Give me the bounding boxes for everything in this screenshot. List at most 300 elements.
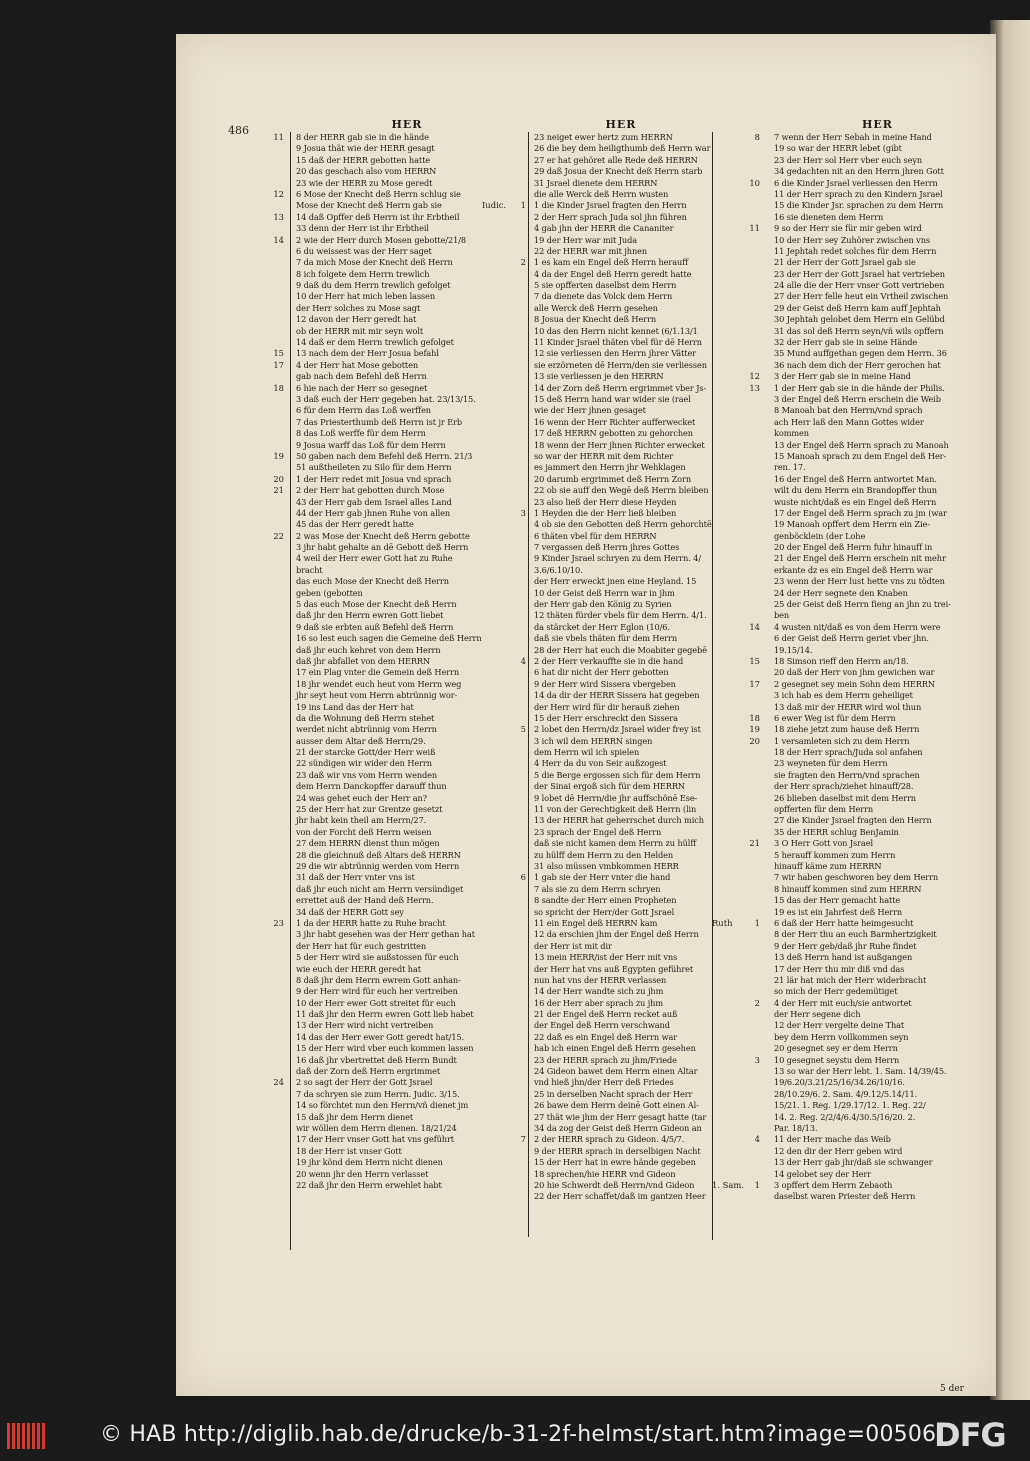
entry-text: 21 lär hat mich der Herr widerbracht [774,974,927,985]
index-entry [273,1077,522,1088]
entry-text: 11 ein Engel deß HERRN kam [534,917,658,928]
entry-text: 12 da erschien jhm der Engel deß Herrn [534,929,699,940]
entry-text: 27 thät wie jhm der Herr gesagt hatte (tar [534,1111,707,1122]
entry-text: sie fragten den Herrn/vnd sprachen [774,769,920,780]
entry-text: 8 hinauff kommen sind zum HERRN [774,883,922,894]
index-entry [770,291,985,302]
entry-text: 6 hie nach der Herr so gesegnet [296,382,428,393]
index-entry [530,758,712,769]
index-entry [530,451,712,462]
entry-text: 9 der HERR sprach in derselbigen Nacht [534,1145,701,1156]
index-entry [770,1191,985,1202]
index-entry [273,211,522,223]
index-entry [292,770,522,781]
index-entry [530,679,712,690]
entry-text: 22 der Herr schaffet/daß im gantzen Heer [534,1191,706,1202]
index-entry [292,998,522,1009]
index-entry [770,531,985,542]
index-entry [770,1169,985,1180]
index-entry [770,690,985,701]
entry-text: 24 Gideon bawet dem Herrn einen Altar [534,1066,698,1077]
entry-text: 1 gab sie der Herr vnter die hand [534,872,671,883]
index-entry [530,1146,712,1157]
entry-text: 25 der Herr hat zur Grentze gesetzt [296,804,443,815]
index-entry [530,291,712,302]
index-column-1 [273,118,522,1191]
entry-text: 15 die Kinder Jsr. sprachen zu dem Herrn [774,200,944,211]
index-entry [292,884,522,895]
entry-text: 50 gaben nach dem Befehl deß Herrn. 21/3 [296,450,473,461]
index-entry [530,633,712,644]
index-entry [292,440,522,451]
index-entry [770,553,985,564]
index-entry [292,633,522,644]
index-entry [530,212,712,223]
chapter-number: 14 [749,621,760,632]
index-entry [530,827,712,838]
index-entry [292,1020,522,1031]
entry-text: 34 da zog der Geist deß Herrn Gideon an [534,1122,702,1133]
index-entry [530,394,712,405]
entry-text: 8 sandte der Herr einen Propheten [534,895,677,906]
index-entry [273,473,522,485]
entry-text: geben (gebotten [296,587,363,598]
entry-text: 15 Manoah sprach zu dem Engel deß Her- [774,450,947,461]
index-entry [749,655,985,667]
index-entry [530,155,712,166]
index-entry [292,565,522,576]
index-entry [292,417,522,428]
book-label: Iudic. [482,200,507,211]
index-entry [770,405,985,416]
index-entry [530,804,712,815]
entry-text: 18 der Herr sprach/Juda sol anfahen [774,747,923,758]
index-entry [749,371,985,382]
copyright-url[interactable]: © HAB http://diglib.hab.de/drucke/b-31-2f-helmst/start.htm?image=00506 [100,1422,937,1447]
index-entry [292,610,522,621]
entry-text: 10 der Herr sey Zuhörer zwischen vns [774,234,930,245]
column-rule [528,132,529,1237]
index-entry [530,929,712,940]
entry-text: der Sinai ergoß sich für dem HERRN [534,781,685,792]
entry-text: 3 opffert dem Herrn Zebaoth [774,1179,893,1190]
entry-text: 6 die Kinder Jsrael verliessen den Herrn [774,177,938,188]
index-entry [292,200,522,211]
dfg-logo: DFG [934,1416,1006,1454]
chapter-number: 18 [749,712,760,723]
entry-text: 4 ob sie den Gebotten deß Herrn gehorchtē [534,519,712,530]
entry-text: 7 da dienete das Volck dem Herrn [534,291,673,302]
entry-text: 16 der Herr aber sprach zu jhm [534,997,663,1008]
index-entry [292,326,522,337]
entry-text: 29 der Geist deß Herrn kam auff Jephtah [774,302,941,313]
index-entry [530,474,712,485]
index-entry [273,348,522,359]
entry-text: 23 sprach der Engel deß Herrn [534,826,662,837]
chapter-number: 15 [749,655,760,666]
chapter-number: 7 [520,1134,526,1145]
chapter-number: 15 [273,348,284,359]
entry-text: 9 so der Herr sie für mir geben wird [774,223,922,234]
entry-text: 2 so sagt der Herr der Gott Jsrael [296,1077,433,1088]
entry-text: sie erzörneten dē Herrn/den sie verliessen [534,359,707,370]
entry-text: das euch Mose der Knecht deß Herrn [296,576,449,587]
index-entry [530,815,712,826]
index-entry [770,1020,985,1031]
entry-text: wuste nicht/daß es ein Engel deß Herrn [774,496,937,507]
index-entry [749,712,985,724]
entry-text: 3 ich wil dem HERRN singen [534,735,653,746]
index-entry [292,861,522,872]
index-entry [530,1180,712,1191]
index-entry [530,986,712,997]
entry-text: 27 dem HERRN dienst thun mögen [296,838,440,849]
entry-text: 8 Josua der Knecht deß Herrn [534,314,657,325]
chapter-number: 14 [273,234,284,245]
entry-text: 2 lobet den Herrn/dz Jsrael wider frey ist [534,724,701,735]
index-entry [292,405,522,416]
index-entry [754,1054,985,1066]
chapter-number: 23 [273,917,284,928]
index-entry [530,405,712,416]
entry-text: 13 der Herr gab jhr/daß sie schwanger [774,1157,933,1168]
entry-text: 3 daß euch der Herr gegeben hat. 23/13/15. [296,393,476,404]
column-head: HER [862,118,893,131]
entry-text: 8 Manoah bat den Herrn/vnd sprach [774,405,923,416]
chapter-number: 22 [273,530,284,541]
entry-text: 22 daß jhr den Herrn erwehlet habt [296,1179,442,1190]
entry-text: 19 jhr könd dem Herrn nicht dienen [296,1157,443,1168]
index-entry [292,895,522,906]
chapter-number: 3 [754,1054,760,1065]
chapter-number: 4 [520,655,526,666]
entry-text: 14 der Herr wandte sich zu jhm [534,986,664,997]
entry-text: 19.15/14. [774,644,813,655]
entry-text: 16 der Engel deß Herrn antwortet Man. [774,473,937,484]
entry-text: 19 Manoah opffert dem Herrn ein Zie- [774,519,930,530]
index-entry [292,986,522,997]
index-entry [770,417,985,428]
entry-text: bracht [296,564,323,575]
index-entry [770,850,985,861]
index-entry [770,599,985,610]
entry-text: 20 das geschach also vom HERRN [296,166,437,177]
entry-text: der Herr hat vns auß Egypten geführet [534,963,694,974]
index-entry [770,474,985,485]
index-entry [520,200,712,211]
entry-text: 17 der Herr thu mir diß vnd das [774,963,905,974]
index-entry [292,394,522,405]
index-entry [292,599,522,610]
index-entry [530,952,712,963]
index-entry [770,861,985,872]
entry-text: 28 der Herr hat euch die Moabiter gegebē [534,644,707,655]
index-entry [530,861,712,872]
chapter-number: 21 [749,838,760,849]
index-entry [292,622,522,633]
entry-text: 3 der Engel deß Herrn erschein die Weib [774,393,941,404]
entry-text: 21 der starcke Gott/der Herr weiß [296,747,436,758]
index-entry [749,177,985,189]
index-entry [273,450,522,462]
chapter-number: 6 [520,872,526,883]
entry-text: 4 Herr da du von Seir außzogest [534,758,667,769]
index-entry [530,542,712,553]
entry-text: 30 Jephtah gelobet dem Herrn ein Gelübd [774,314,945,325]
entry-text: 7 als sie zu dem Herrn schryen [534,883,661,894]
entry-text: 1 es kam ein Engel deß Herrn herauff [534,257,689,268]
entry-text: 12 den dir der Herr geben wird [774,1145,903,1156]
entry-text: 7 wir haben geschworen bey dem Herrn [774,872,939,883]
index-entry [770,815,985,826]
index-entry [273,132,522,143]
entry-text: 8 der HERR gab sie in die hände [296,132,429,142]
index-entry [770,1032,985,1043]
chapter-number: 1 [754,1179,760,1190]
entry-text: der Herr gab den König zu Syrien [534,599,672,610]
entry-text: 19/6.20/3.21/25/16/34.26/10/16. [774,1077,905,1088]
index-entry [292,1134,522,1145]
entry-text: 6 hat dir nicht der Herr gebotten [534,667,669,678]
entry-text: ob der HERR mit mir seyn wolt [296,325,424,336]
entry-text: 18 wenn der Herr jhnen Richter erwecket [534,439,705,450]
entry-text: 27 er hat gehöret alle Rede deß HERRN [534,154,698,165]
entry-text: 34 gedachten nit an den Herrn jhren Gott [774,166,944,177]
entry-text: 9 Josua thät wie der HERR gesagt [296,143,435,154]
entry-text: 1 da der HERR hatte zu Ruhe bracht [296,917,446,928]
entry-text: 14. 2. Reg. 2/2/4/6.4/30.5/16/20. 2. [774,1111,916,1122]
index-entry [292,975,522,986]
entry-text: 6 ewer Weg ist für dem Herrn [774,712,896,723]
index-entry [770,758,985,769]
entry-text: 35 der HERR schlug BenJamin [774,826,899,837]
index-entry [530,1157,712,1168]
index-entry [292,907,522,918]
column-head: HER [391,118,423,131]
entry-text: 19 es ist ein Jahrfest deß Herrn [774,906,903,917]
entry-text: 3 ich hab es dem Herrn geheiliget [774,690,913,701]
index-entry [292,155,522,166]
index-entry [530,838,712,849]
entry-text: 9 der Herr wird für euch her vertreiben [296,986,458,997]
entry-text: werdet nicht abtrünnig vom Herrn [296,724,437,735]
entry-text: 7 da schryen sie zum Herrn. Judic. 3/15. [296,1088,460,1099]
entry-text: 45 das der Herr geredt hatte [296,519,414,530]
index-entry [292,690,522,701]
entry-text: 8 der Herr thu an euch Barmhertzigkeit [774,929,937,940]
entry-text: 2 der Herr hat gebotten durch Mose [296,485,445,496]
chapter-number: 10 [749,177,760,188]
entry-text: 25 der Geist deß Herrn fieng an jhn zu trei- [774,599,951,610]
index-column-2 [520,118,712,1203]
index-entry [770,303,985,314]
chapter-number: 5 [520,724,526,735]
index-entry [292,1066,522,1077]
index-entry [292,850,522,861]
entry-text: 17 der Engel deß Herrn sprach zu jm (war [774,507,947,518]
entry-text: der Herr erweckt jnen eine Heyland. 15 [534,576,697,587]
entry-text: 11 daß jhr den Herrn ewren Gott lieb habet [296,1009,474,1020]
index-entry [530,588,712,599]
index-entry [754,1134,985,1145]
index-entry [292,1112,522,1123]
entry-text: zu hülff dem Herrn zu den Helden [534,849,674,860]
index-entry [770,1157,985,1168]
entry-text: 20 hie Schwerdt deß Herrn/vnd Gideon [534,1179,695,1190]
index-entry [292,1100,522,1111]
chapter-number: 21 [273,485,284,496]
index-entry [770,451,985,462]
chapter-number: 12 [273,188,284,199]
entry-text: 19 der Herr war mit Juda [534,234,637,245]
index-entry [770,565,985,576]
index-entry [292,1055,522,1066]
index-entry [292,702,522,713]
entry-text: 14 der Zorn deß Herrn ergrimmet vber Js- [534,382,707,393]
index-entry [292,815,522,826]
index-entry [530,781,712,792]
entry-text: 11 von der Gerechtigkeit deß Herrn (lin [534,804,697,815]
index-entry [292,667,522,678]
entry-text: 9 Kinder Jsrael schryen zu dem Herrn. 4/ [534,553,701,564]
entry-text: 1 die Kinder Jsrael fragten den Herrn [534,200,687,211]
index-entry [520,655,712,667]
index-column-3 [712,118,985,1203]
index-entry [292,1146,522,1157]
index-entry [292,838,522,849]
entry-text: ach Herr laß den Mann Gottes wider [774,416,924,427]
index-entry [292,747,522,758]
entry-text: 15 deß Herrn hand war wider sie (rael [534,393,691,404]
entry-text: 12 davon der Herr geredt hat [296,314,417,325]
entry-text: jhr habt kein theil am Herrn/27. [296,815,427,826]
entry-text: 5 die Berge ergossen sich für dem Herrn [534,769,701,780]
index-entry [292,1180,522,1191]
index-entry [770,1077,985,1088]
entry-text: der Herr sprach/ziehet hinauff/28. [774,781,914,792]
entry-text: 5 sie opfferten daselbst dem Herrn [534,280,677,291]
index-entry [292,314,522,325]
index-entry [530,1032,712,1043]
entry-text: 14 daß er dem Herrn trewlich gefolget [296,337,454,348]
entry-text: 26 blieben daselbst mit dem Herrn [774,792,916,803]
entry-text: 4 der Herr hat Mose gebotten [296,359,418,370]
entry-text: 44 der Herr gab jhnen Ruhe von allen [296,507,451,518]
index-entry [770,941,985,952]
entry-text: 14 daß Opffer deß Herrn ist ihr Erbtheil [296,211,460,222]
entry-text: dem Herrn wil ich spielen [534,747,640,758]
chapter-number: 3 [520,507,526,518]
index-entry [770,1066,985,1077]
entry-text: 10 der Herr ewer Gott streitet für euch [296,997,456,1008]
index-entry [530,519,712,530]
index-entry [770,166,985,177]
entry-text: der Herr segene dich [774,1009,861,1020]
index-entry [770,827,985,838]
chapter-number: 11 [273,132,284,142]
entry-text: hinauff käme zum HERRN [774,861,882,871]
entry-text: von der Forcht deß Herrn weisen [296,826,432,837]
entry-text: 10 der Herr hat mich leben lassen [296,291,436,302]
entry-text: 9 Josua warff das Loß für dem Herrn [296,439,446,450]
index-entry [749,838,985,849]
entry-text: 3 O Herr Gott von Jsrael [774,838,873,849]
entry-text: 23 der Herr der Gott Jsrael hat vertrieben [774,268,945,279]
index-entry [530,1100,712,1111]
entry-text: 21 der Engel deß Herrn recket auß [534,1009,678,1020]
index-entry [273,359,522,371]
index-entry [770,1112,985,1123]
index-entry [754,132,985,143]
index-entry [770,542,985,553]
entry-text: 18 der Herr ist vnser Gott [296,1145,402,1156]
entry-text: daß jhr euch nicht am Herrn versündiget [296,883,464,894]
entry-text: 5 der Herr wird sie außstossen für euch [296,952,459,963]
entry-text: dem Herrn Danckopffer darauff thun [296,781,447,792]
entry-text: 9 der Herr geb/daß jhr Ruhe findet [774,940,917,951]
entry-text: Par. 18/13. [774,1122,818,1133]
entry-text: 17 deß HERRN gebotten zu gehorchen [534,428,693,439]
index-entry [292,793,522,804]
entry-text: 13 der Engel deß Herrn sprach zu Manoah [774,439,949,450]
index-entry [530,497,712,508]
entry-text: 15 der Herr wird vber euch kommen lassen [296,1043,474,1054]
entry-text: 13 deß Herrn hand ist außgangen [774,952,913,963]
index-entry [530,1169,712,1180]
entry-text: 5 herauff kommen zum Herrn [774,849,896,860]
index-entry [273,382,522,394]
entry-text: 12 der Herr vergelte deine That [774,1020,905,1031]
chapter-number: 2 [520,257,526,268]
index-entry [530,326,712,337]
index-entry [770,952,985,963]
index-entry [530,1055,712,1066]
index-entry [770,257,985,268]
book-label: 1. Sam. [712,1179,744,1190]
index-entry [530,223,712,234]
entry-text: 8 ich folgete dem Herrn trewlich [296,268,430,279]
entry-text: 15/21. 1. Reg. 1/29.17/12. 1. Reg. 22/ [774,1100,926,1111]
entry-text: 3.6/6.10/10. [534,564,583,575]
entry-text: 13 so war der Herr lebt. 1. Sam. 14/39/45. [774,1066,947,1077]
entry-text: 26 die bey dem heiligthumb deß Herrn war [534,143,711,154]
index-entry [770,633,985,644]
index-entry [292,1157,522,1168]
entry-text: 1 versamleten sich zu dem Herrn [774,735,910,746]
entry-text: 15 daß jhr dem Herrn dienet [296,1111,414,1122]
entry-text: 4 der Herr mit euch/sie antwortet [774,997,912,1008]
index-entry [770,519,985,530]
index-entry [530,907,712,918]
entry-text: 31 also müssen vmbkommen HERR [534,861,679,871]
index-entry [530,599,712,610]
index-entry [770,189,985,200]
index-entry [770,1100,985,1111]
index-entry [770,497,985,508]
index-entry [770,428,985,439]
index-entry [530,166,712,177]
entry-text: 12 thäten fürder vbels für dem Herrn. 4/1. [534,610,707,621]
entry-text: 6 daß der Herr hatte heimgesucht [774,917,914,928]
index-entry [530,553,712,564]
entry-text: 2 der Herr verkauffte sie in die hand [534,655,684,666]
entry-text: 16 sie dieneten dem Herrn [774,211,884,222]
index-entry [770,770,985,781]
index-entry [770,212,985,223]
catchword: 5 der [940,1384,964,1394]
entry-text: 27 die Kinder Jsrael fragten den Herrn [774,815,932,826]
index-entry [292,964,522,975]
